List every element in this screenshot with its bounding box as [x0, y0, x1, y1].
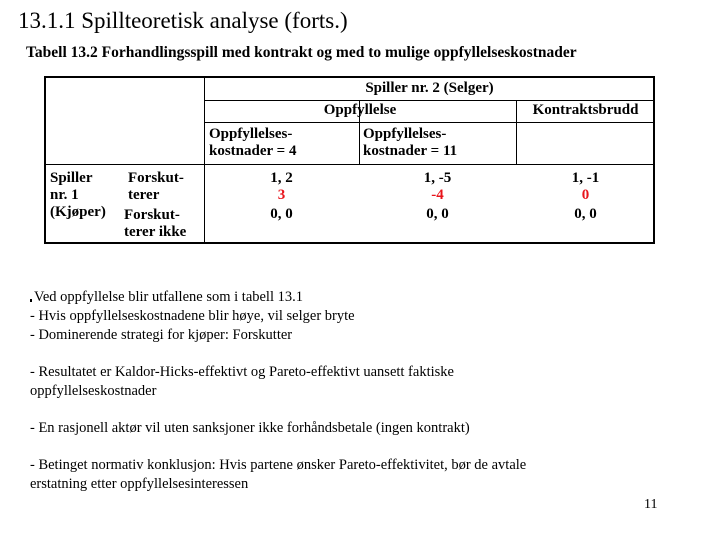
table-caption: Tabell 13.2 Forhandlingsspill med kontrakt og med to mulige oppfyllelseskostnader	[26, 44, 577, 61]
payoff-prepay-breach: 1, -1 0	[571, 170, 600, 203]
grid-line	[204, 100, 655, 101]
grid-line	[204, 122, 655, 123]
cost4-header: Oppfyllelses- kostnader = 4	[209, 126, 297, 159]
bullet-2: - Hvis oppfyllelseskostnadene blir høye, vil selger bryte	[30, 308, 355, 324]
bullet-1: Ved oppfyllelse blir utfallene som i tabell 13.1	[30, 288, 670, 307]
bullet-5: - En rasjonell aktør vil uten sanksjoner ikke forhåndsbetale (ingen kontrakt)	[30, 420, 470, 436]
page-number: 11	[644, 497, 658, 512]
bullet-mark	[30, 299, 32, 302]
bullet-6: - Betinget normativ konklusjon: Hvis partene ønsker Pareto-effektivitet, bør de avtale	[30, 457, 527, 473]
cost11-header: Oppfyllelses- kostnader = 11	[363, 126, 458, 159]
bullet-6-cont: erstatning etter oppfyllelsesinteressen	[30, 476, 249, 492]
grid-line	[46, 164, 655, 165]
bullet-3: - Dominerende strategi for kjøper: Forskutter	[30, 327, 293, 343]
payoff-noprepay-breach: 0, 0	[574, 206, 597, 222]
payoff-prepay-cost11: 1, -5 -4	[423, 170, 452, 203]
game-table	[44, 76, 655, 244]
payoff-prepay-cost4: 1, 2 3	[270, 170, 293, 203]
bullet-4: - Resultatet er Kaldor-Hicks-effektivt og Pareto-effektivt uansett faktiske	[30, 364, 454, 380]
player2-header: Spiller nr. 2 (Selger)	[365, 80, 494, 96]
noprepay-label: Forskut- terer ikke	[124, 207, 187, 240]
payoff-noprepay-cost4: 0, 0	[270, 206, 293, 222]
player1-label: Spiller nr. 1 (Kjøper)	[50, 170, 106, 220]
bullet-4-cont: oppfyllelseskostnader	[30, 383, 157, 399]
fulfill-header: Oppfyllelse	[323, 102, 397, 118]
breach-header: Kontraktsbrudd	[532, 102, 639, 118]
slide-title: 13.1.1 Spillteoretisk analyse (forts.)	[18, 8, 348, 33]
prepay-label: Forskut- terer	[128, 170, 184, 203]
slide-body	[30, 288, 670, 494]
payoff-noprepay-cost11: 0, 0	[426, 206, 449, 222]
